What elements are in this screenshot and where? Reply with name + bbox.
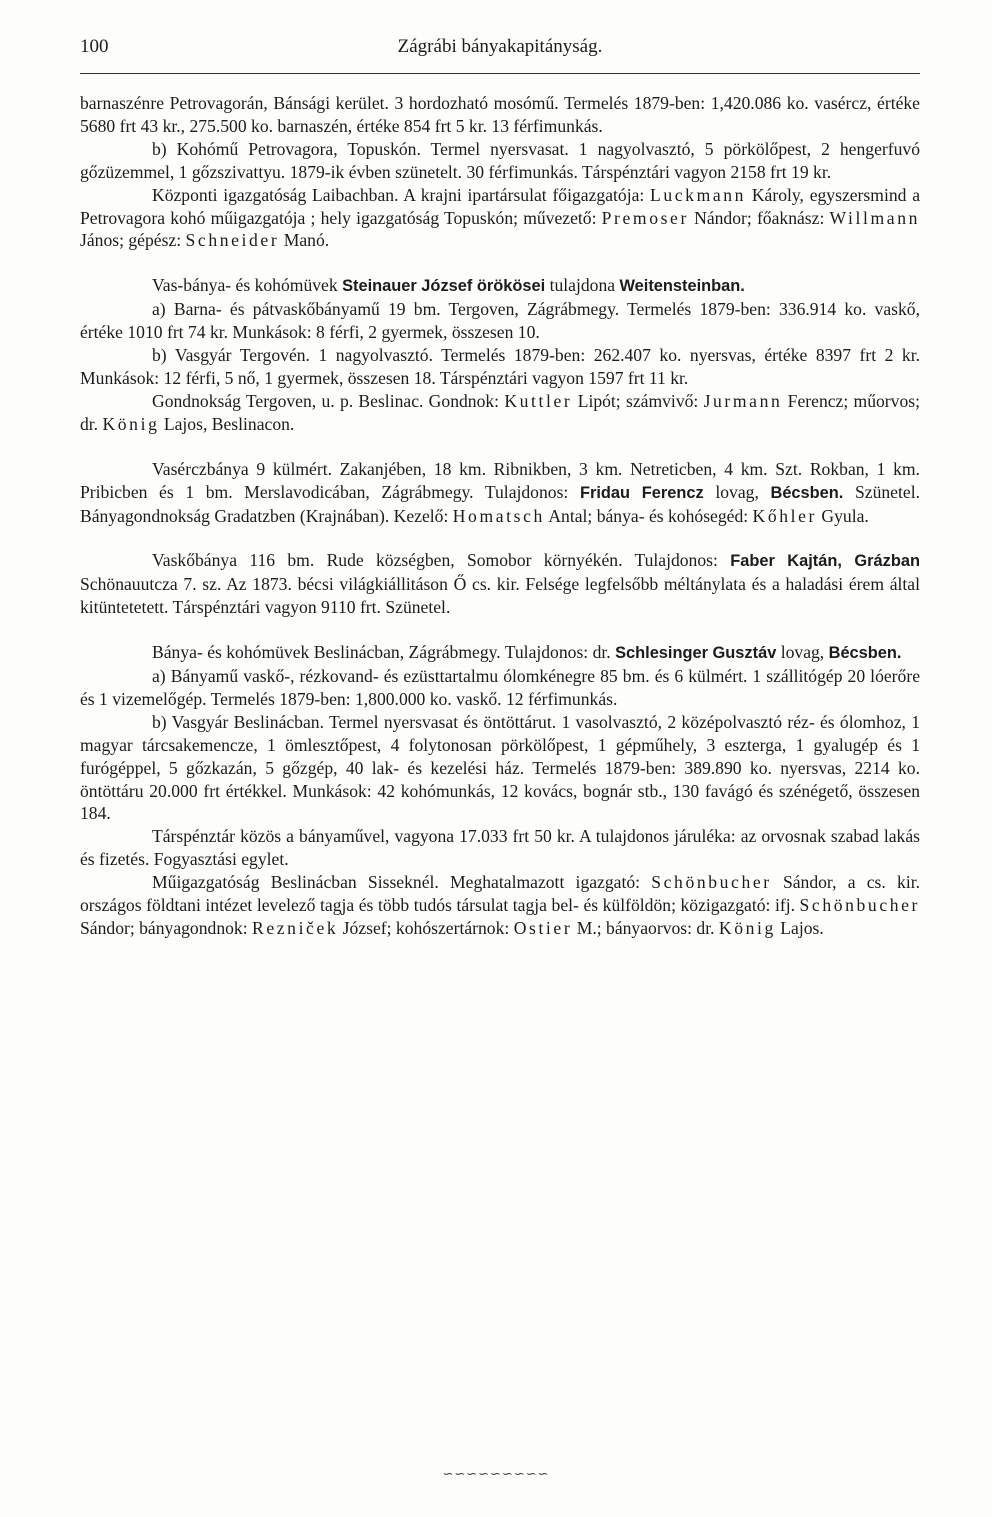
bold-name: Bécsben.: [828, 644, 902, 663]
text-run: Bánya- és kohómüvek Beslinácban, Zágrábmegy. Tulajdonos: dr.: [152, 642, 616, 663]
spaced-name: Schneider: [185, 230, 280, 251]
text-run: János; gépész:: [80, 230, 186, 251]
spaced-name: Kuttler: [504, 390, 573, 411]
text-run: lovag,: [776, 642, 829, 663]
paragraph: [80, 549, 920, 619]
text-run: Társpénztár közös a bányaművel, vagyona 17.033 frt 50 kr. A tulajdonos járuléka: az orvosnak szabad lakás és fizetés. Fogyasztási egylet.: [80, 826, 920, 870]
text-run: b) Vasgyár Beslinácban. Termel nyersvasat és öntöttárut. 1 vasolvasztó, 2 középolvasztó réz- és ólomhoz, 1 magyar tárcsakemencze, 1 ömlesztőpest, 4 folytonosan pörkölőpest, 1 gépműhely, 3 eszterga, 1 gyalugép és 1 furógéppel, 5 gőzkazán, 5 gőzgép, 40 lak- és kezelési ház. Termelés 1879-ben: 389.890 ko. nyersvas, 2214 ko. öntöttáru 20.000 frt értékkel. Munkások: 42 kohómunkás, 12 kovács, bognár stb., 130 favágó és szénégető, összesen 184.: [80, 711, 920, 824]
text-run: tulajdona: [545, 275, 620, 296]
text-run: Vaskőbánya 116 bm. Rude községben, Somobor környékén. Tulajdonos:: [152, 550, 731, 571]
paragraph: [80, 390, 920, 436]
page-header: [80, 36, 920, 70]
text-run: Ferencz; műorvos; dr.: [80, 390, 920, 434]
text-run: Vasérczbánya 9 külmért. Zakanjében, 18 km. Ribnikben, 3 km. Netreticben, 4 km. Szt. Rokban, 1 km. Pribicben és 1 bm. Merslavodicában, Zágrábmegy. Tulajdonos:: [80, 458, 920, 502]
text-run: Lajos, Beslinacon.: [159, 413, 295, 434]
text-run: b) Kohómű Petrovagora, Topuskón. Termel nyersvasat. 1 nagyolvasztó, 5 pörkölőpest, 2 hengerfuvó gőzüzemmel, 1 gőzszivattyu. 1879-ik évben szünetelt. 30 férfimunkás. Társpénztári vagyon 2158 frt 19 kr.: [80, 138, 920, 182]
text-run: Szünetel. Bányagondnokság Gradatzben (Krajnában). Kezelő:: [80, 481, 920, 526]
paragraph: [80, 641, 920, 665]
spaced-name: Luckmann: [650, 184, 747, 205]
paragraph: [80, 825, 920, 871]
spaced-name: Jurmann: [703, 390, 783, 411]
text-run: Károly, egyszersmind a Petrovagora kohó műigazgatója ; hely igazgatóság Topuskón; művezető:: [80, 184, 920, 228]
text-run: József; kohószertárnok:: [338, 918, 514, 938]
page-body: [80, 92, 920, 940]
paragraph: [80, 138, 920, 184]
text-run: Nándor; főaknász:: [688, 207, 830, 228]
paragraph: [80, 298, 920, 344]
text-run: Vas-bánya- és kohómüvek: [152, 275, 343, 296]
spaced-name: Rezniček: [252, 918, 339, 938]
text-run: lovag,: [703, 481, 771, 502]
spaced-name: Ostier: [513, 918, 573, 938]
paragraph: [80, 184, 920, 253]
page-number: 100: [80, 36, 109, 57]
paragraph: [80, 711, 920, 826]
spaced-name: Schönbucher: [651, 872, 772, 893]
text-run: Lajos.: [775, 918, 824, 938]
text-run: barnaszénre Petrovagorán, Bánsági kerület. 3 hordozható mosómű. Termelés 1879-ben: 1,420.086 ko. vasércz, értéke 5680 frt 43 kr., 275.500 ko. barnaszén, értéke 854 frt 5 kr. 13 férfimunkás.: [80, 93, 920, 136]
paragraph: [80, 92, 920, 138]
text-run: Gondnokság Tergoven, u. p. Beslinac. Gondnok:: [152, 390, 505, 411]
paragraph: [80, 458, 920, 528]
paragraph: [80, 274, 920, 298]
bold-name: Schlesinger Gusztáv: [615, 644, 777, 663]
text-run: Schönauutcza 7. sz. Az 1873. bécsi világkiállitáson Ő cs. kir. Felsége legfelsőbb méltánylata és a haladási érem által kitüntetetett. Társpénztári vagyon 9110 frt. Szünetel.: [80, 574, 920, 618]
text-run: Lipót; számvivő:: [572, 390, 704, 411]
text-run: b) Vasgyár Tergovén. 1 nagyolvasztó. Termelés 1879-ben: 262.407 ko. nyersvas, értéke 8397 frt 2 kr. Munkások: 12 férfi, 5 nő, 1 gyermek, összesen 18. Társpénztári vagyon 1597 frt 11 kr.: [80, 345, 920, 388]
bold-name: Weitensteinban.: [619, 277, 745, 296]
spaced-name: Premoser: [601, 207, 689, 228]
spaced-name: König: [102, 413, 160, 434]
bold-name: Bécsben.: [770, 483, 844, 502]
spaced-name: Willmann: [829, 207, 920, 228]
spaced-name: Homatsch: [452, 505, 545, 526]
text-run: Sándor, a cs. kir. országos földtani intézet levelező tagja és több tudós társulat tagja bel- és külföldön; közigazgató: ifj.: [80, 872, 920, 916]
running-title: Zágrábi bányakapitányság.: [397, 36, 603, 57]
text-run: Műigazgatóság Beslinácban Sisseknél. Meghatalmazott igazgató:: [152, 872, 652, 893]
text-run: a) Bányamű vaskő-, rézkovand- és ezüsttartalmu ólomkénegre 85 bm. és 6 külmért. 1 szállitógép 20 lóerőre és 1 vizemelőgép. Termelés 1879-ben: 1,800.000 ko. vaskő. 12 férfimunkás.: [80, 666, 920, 709]
bold-name: Steinauer József örökösei: [342, 277, 546, 296]
paragraph: [80, 344, 920, 390]
bold-name: Fridau Ferencz: [579, 483, 704, 502]
spaced-name: König: [718, 918, 776, 938]
text-run: Manó.: [279, 230, 330, 251]
text-run: Központi igazgatóság Laibachban. A krajni ipartársulat főigazgatója:: [152, 184, 651, 205]
text-run: Sándor; bányagondnok:: [80, 918, 253, 938]
spaced-name: Schönbucher: [799, 895, 920, 916]
text-run: Gyula.: [817, 505, 869, 526]
footer-ornament: ∽∽∽∽∽∽∽∽∽: [442, 1466, 550, 1481]
spaced-name: Kőhler: [752, 505, 818, 526]
text-run: a) Barna- és pátvaskőbányamű 19 bm. Tergoven, Zágrábmegy. Termelés 1879-ben: 336.914 ko. vaskő, értéke 1010 frt 74 kr. Munkások: 8 férfi, 2 gyermek, összesen 10.: [80, 299, 920, 343]
paragraph: [80, 665, 920, 711]
bold-name: Faber Kajtán, Grázban: [730, 552, 920, 571]
text-run: Antal; bánya- és kohósegéd:: [544, 505, 753, 526]
text-run: M.; bányaorvos: dr.: [572, 918, 719, 938]
paragraph: [80, 871, 920, 940]
header-rule: [80, 73, 920, 74]
